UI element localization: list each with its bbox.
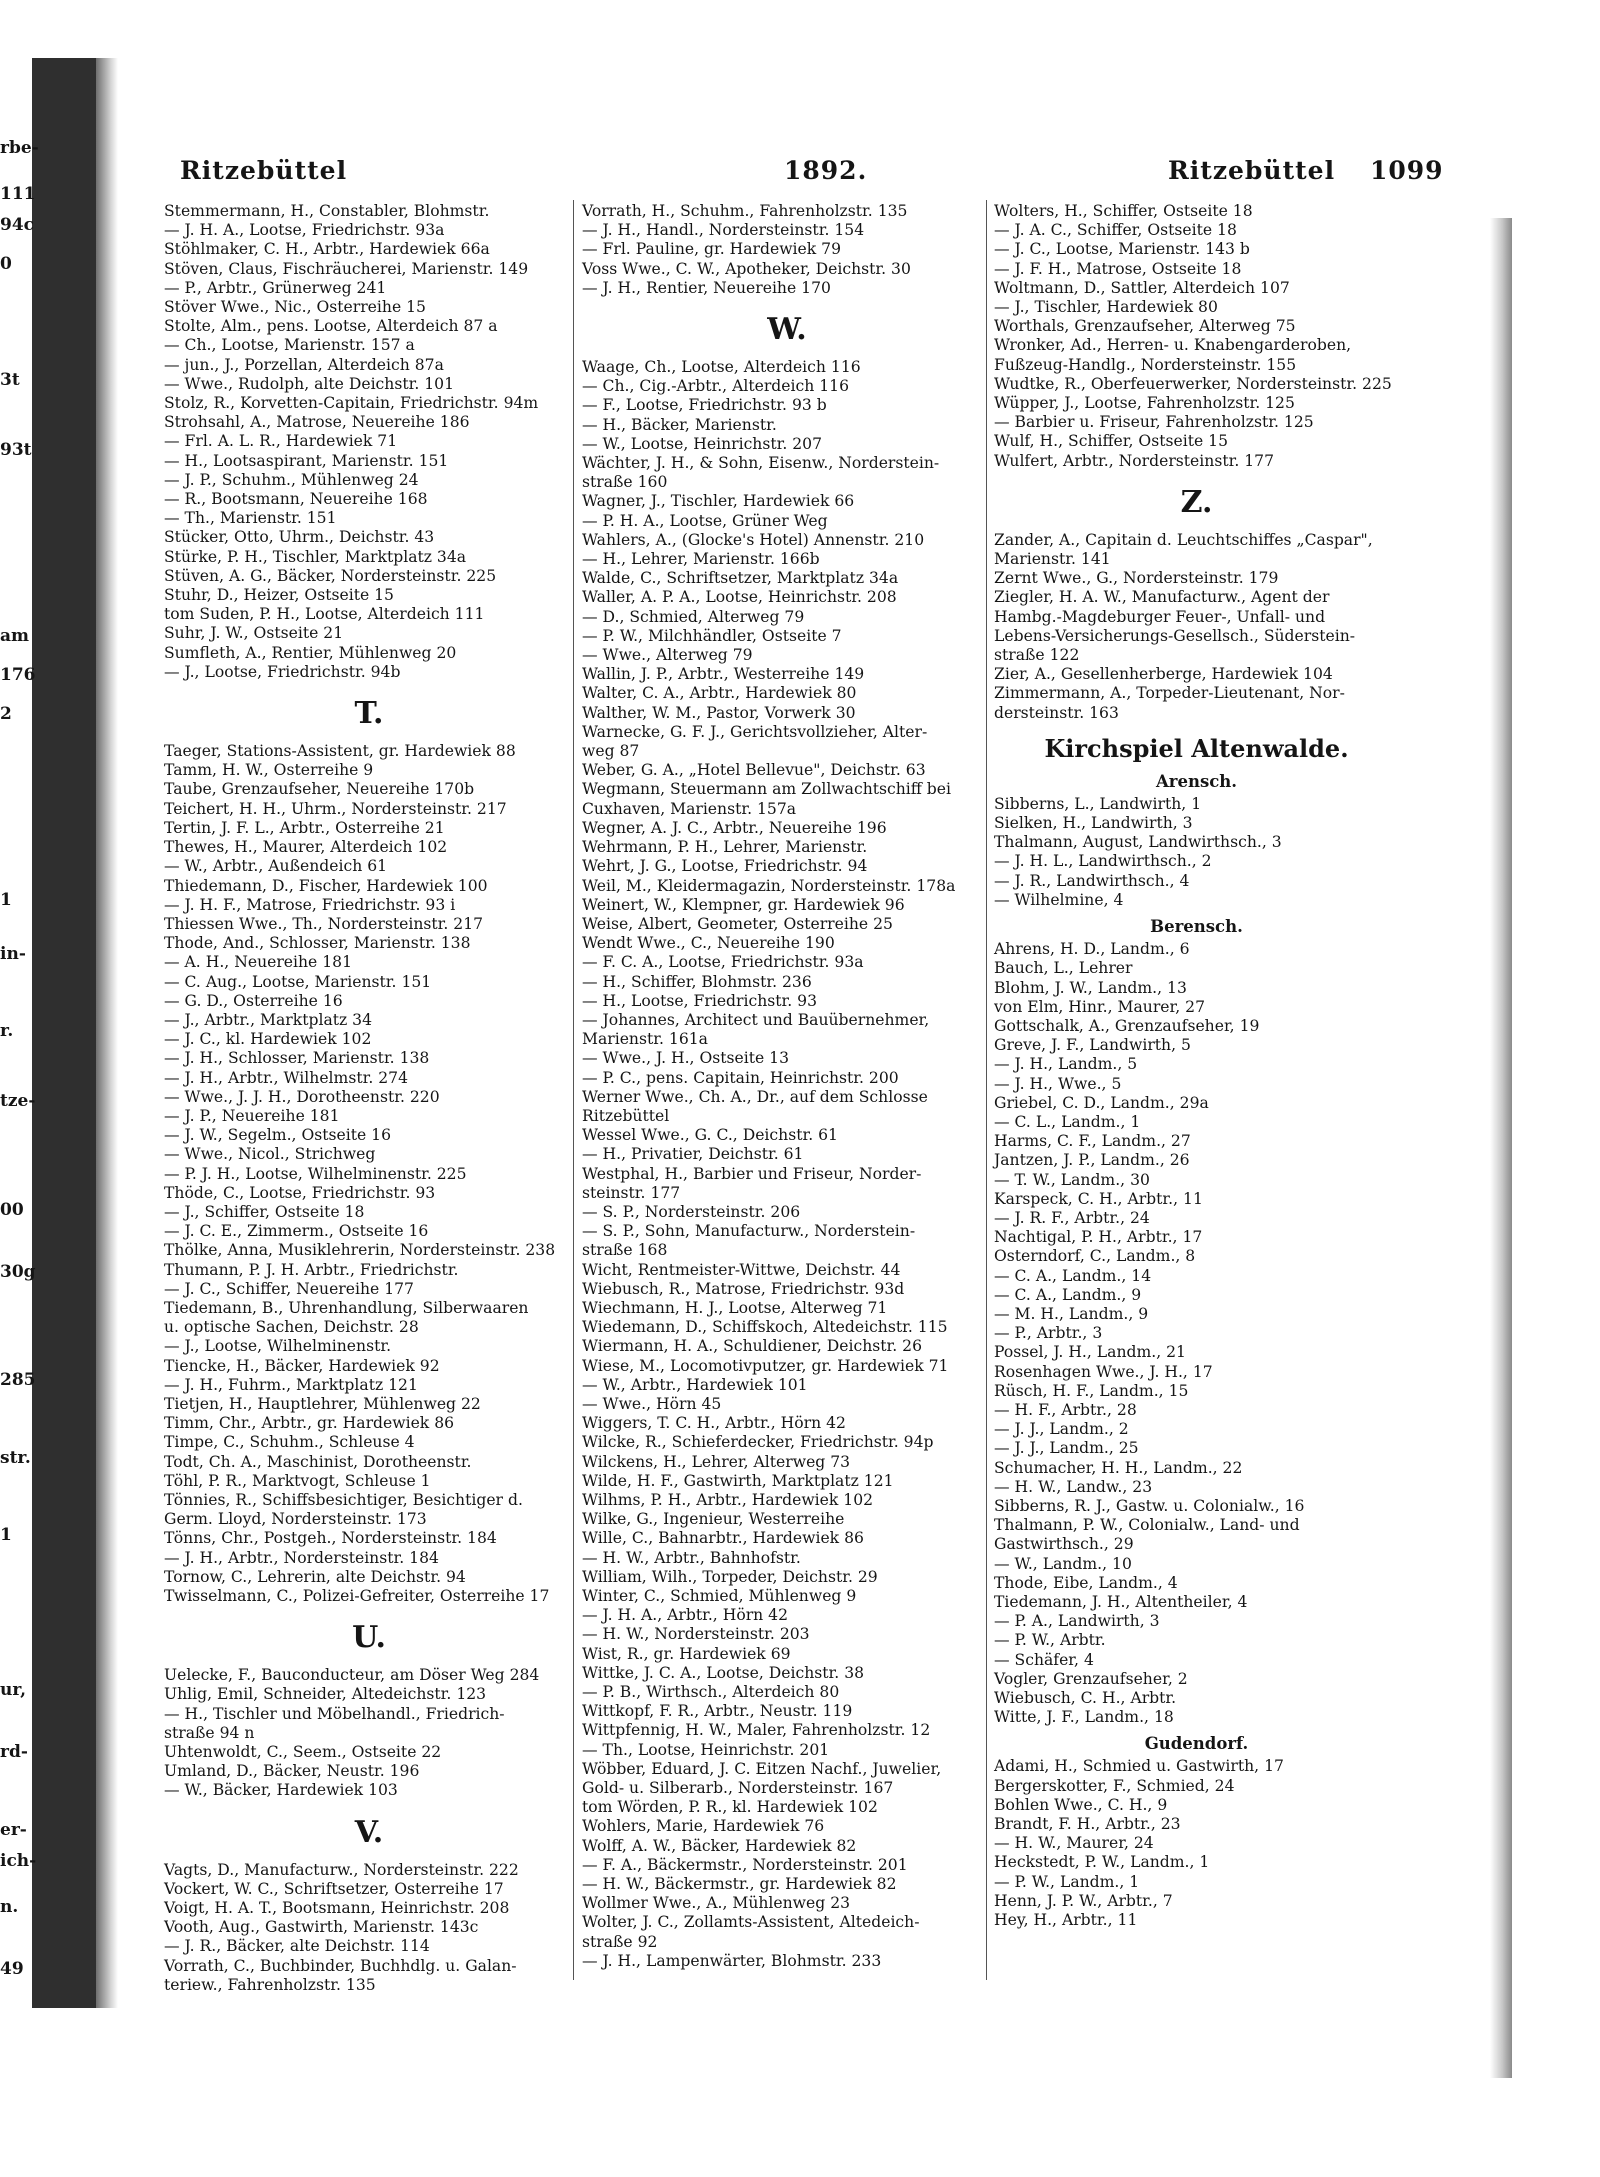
margin-fragment: rd-: [0, 1742, 28, 1762]
directory-entry: Thalmann, August, Landwirthsch., 3: [994, 833, 1282, 852]
directory-entry: — P., Arbtr., Grünerweg 241: [164, 278, 387, 297]
directory-entry: straße 160: [582, 473, 668, 492]
directory-entry: Blohm, J. W., Landm., 13: [994, 978, 1187, 997]
directory-entry: Wronker, Ad., Herren- u. Knabengarderoben,: [994, 336, 1352, 355]
margin-fragment: 93t: [0, 440, 32, 460]
directory-entry: Thode, And., Schlosser, Marienstr. 138: [164, 934, 471, 953]
directory-entry: Tamm, H. W., Osterreihe 9: [164, 761, 374, 780]
directory-entry: — J., Tischler, Hardewiek 80: [994, 298, 1218, 317]
directory-entry: — J. H., Arbtr., Wilhelmstr. 274: [164, 1068, 409, 1087]
directory-entry: Wudtke, R., Oberfeuerwerker, Nordersteinstr. 225: [994, 374, 1392, 393]
year-heading: 1892.: [784, 156, 868, 185]
directory-entry: Possel, J. H., Landm., 21: [994, 1343, 1186, 1362]
directory-entry: — Schäfer, 4: [994, 1650, 1094, 1669]
directory-entry: Tertin, J. F. L., Arbtr., Osterreihe 21: [164, 818, 445, 837]
directory-entry: — J., Lootse, Wilhelminenstr.: [164, 1337, 392, 1356]
directory-entry: teriew., Fahrenholzstr. 135: [164, 1975, 376, 1994]
directory-entry: — Wwe., Nicol., Strichweg: [164, 1145, 376, 1164]
directory-entry: Tiencke, H., Bäcker, Hardewiek 92: [164, 1356, 440, 1375]
directory-entry: — H., Schiffer, Blohmstr. 236: [582, 972, 812, 991]
directory-entry: — P. A., Landwirth, 3: [994, 1612, 1160, 1631]
directory-entry: Woltmann, D., Sattler, Alterdeich 107: [994, 278, 1290, 297]
directory-entry: Wehrt, J. G., Lootse, Friedrichstr. 94: [582, 857, 868, 876]
directory-entry: Thewes, H., Maurer, Alterdeich 102: [164, 838, 448, 857]
directory-entry: Stöver Wwe., Nic., Osterreihe 15: [164, 298, 426, 317]
directory-entry: Hey, H., Arbtr., 11: [994, 1911, 1138, 1930]
directory-entry: Wulf, H., Schiffer, Ostseite 15: [994, 432, 1228, 451]
directory-entry: — H., Tischler und Möbelhandl., Friedrich-: [164, 1704, 505, 1723]
letter-section-heading: T.: [354, 696, 384, 732]
page-number: 1099: [1370, 156, 1444, 185]
directory-entry: — J. H., Landm., 5: [994, 1055, 1138, 1074]
directory-entry: Wallin, J. P., Arbtr., Westerreihe 149: [582, 665, 865, 684]
directory-entry: Umland, D., Bäcker, Neustr. 196: [164, 1762, 420, 1781]
parish-heading: Kirchspiel Altenwalde.: [1044, 733, 1349, 763]
margin-fragment: 285: [0, 1370, 36, 1390]
directory-entry: Nachtigal, P. H., Arbtr., 17: [994, 1228, 1203, 1247]
directory-entry: Timm, Chr., Arbtr., gr. Hardewiek 86: [164, 1414, 455, 1433]
directory-entry: Taeger, Stations-Assistent, gr. Hardewiek 88: [164, 742, 516, 761]
directory-entry: Schumacher, H. H., Landm., 22: [994, 1458, 1243, 1477]
directory-entry: Germ. Lloyd, Nordersteinstr. 173: [164, 1510, 427, 1529]
directory-entry: Worthals, Grenzaufseher, Alterweg 75: [994, 317, 1296, 336]
directory-entry: Thalmann, P. W., Colonialw., Land- und: [994, 1516, 1300, 1535]
directory-entry: Marienstr. 161a: [582, 1030, 708, 1049]
directory-entry: von Elm, Hinr., Maurer, 27: [994, 997, 1205, 1016]
margin-fragment: 111: [0, 184, 36, 205]
directory-entry: — P., Arbtr., 3: [994, 1324, 1103, 1343]
directory-entry: Vorrath, C., Buchbinder, Buchhdlg. u. Galan-: [164, 1956, 517, 1975]
directory-entry: — P. C., pens. Capitain, Heinrichstr. 200: [582, 1068, 899, 1087]
directory-entry: Sumfleth, A., Rentier, Mühlenweg 20: [164, 643, 457, 662]
directory-entry: Wittpfennig, H. W., Maler, Fahrenholzstr. 12: [582, 1721, 931, 1740]
directory-entry: — J. P., Neuereihe 181: [164, 1106, 340, 1125]
directory-entry: — M. H., Landm., 9: [994, 1304, 1149, 1323]
directory-entry: Teichert, H. H., Uhrm., Nordersteinstr. 217: [164, 799, 507, 818]
directory-entry: — Wilhelmine, 4: [994, 890, 1124, 909]
directory-entry: Sielken, H., Landwirth, 3: [994, 814, 1193, 833]
directory-entry: Weil, M., Kleidermagazin, Nordersteinstr. 178a: [582, 876, 956, 895]
page-edge-shadow: [1490, 218, 1512, 2078]
village-subheading: Arensch.: [1155, 771, 1238, 791]
directory-entry: — H., Privatier, Deichstr. 61: [582, 1145, 804, 1164]
directory-entry: Wilke, G., Ingenieur, Westerreihe: [582, 1510, 845, 1529]
directory-entry: — C. A., Landm., 9: [994, 1285, 1142, 1304]
directory-entry: Stemmermann, H., Constabler, Blohmstr.: [164, 202, 490, 220]
directory-entry: Strohsahl, A., Matrose, Neuereihe 186: [164, 413, 470, 432]
directory-entry: dersteinstr. 163: [994, 703, 1119, 722]
directory-entry: Vooth, Aug., Gastwirth, Marienstr. 143c: [164, 1918, 479, 1937]
directory-entry: — F. A., Bäckermstr., Nordersteinstr. 201: [582, 1855, 908, 1874]
directory-entry: Marienstr. 141: [994, 550, 1111, 569]
directory-entry: Wiese, M., Locomotivputzer, gr. Hardewiek 71: [582, 1356, 949, 1375]
directory-entry: — F., Lootse, Friedrichstr. 93 b: [582, 396, 827, 415]
directory-entry: Suhr, J. W., Ostseite 21: [164, 624, 344, 643]
directory-entry: — J., Lootse, Friedrichstr. 94b: [164, 662, 401, 681]
directory-entry: Karspeck, C. H., Arbtr., 11: [994, 1189, 1203, 1208]
directory-entry: Thölke, Anna, Musiklehrerin, Nordersteinstr. 238: [164, 1241, 556, 1260]
directory-entry: — Wwe., Hörn 45: [582, 1394, 722, 1413]
directory-entry: Weinert, W., Klempner, gr. Hardewiek 96: [582, 895, 905, 914]
directory-entry: Wöbber, Eduard, J. C. Eitzen Nachf., Juwelier,: [582, 1759, 942, 1778]
directory-entry: Westphal, H., Barbier und Friseur, Norder-: [582, 1164, 922, 1183]
directory-entry: Walde, C., Schriftsetzer, Marktplatz 34a: [582, 569, 899, 588]
directory-entry: Bergerskotter, F., Schmied, 24: [994, 1776, 1235, 1795]
directory-entry: — Ch., Lootse, Marienstr. 157 a: [164, 336, 415, 355]
directory-entry: — H., Bäcker, Marienstr.: [582, 415, 777, 434]
margin-fragment: 49: [0, 1959, 24, 1979]
directory-entry: Harms, C. F., Landm., 27: [994, 1132, 1191, 1151]
margin-fragment: 1: [0, 889, 12, 910]
directory-entry: Tönnies, R., Schiffsbesichtiger, Besichtiger d.: [164, 1491, 523, 1509]
directory-entry: — P. B., Wirthsch., Alterdeich 80: [582, 1683, 840, 1702]
directory-entry: — Wwe., Alterweg 79: [582, 646, 753, 665]
directory-entry: — R., Bootsmann, Neuereihe 168: [164, 490, 428, 509]
directory-entry: Thumann, P. J. H. Arbtr., Friedrichstr.: [164, 1260, 459, 1279]
directory-entry: Adami, H., Schmied u. Gastwirth, 17: [994, 1757, 1284, 1776]
directory-entry: — Th., Lootse, Heinrichstr. 201: [582, 1740, 830, 1759]
directory-entry: — J. H. A., Lootse, Friedrichstr. 93a: [164, 221, 445, 240]
directory-entry: Wendt Wwe., C., Neuereihe 190: [582, 934, 835, 953]
directory-entry: — J. H., Wwe., 5: [994, 1074, 1122, 1093]
letter-section-heading: U.: [352, 1620, 386, 1656]
directory-entry: — H. F., Arbtr., 28: [994, 1400, 1137, 1419]
village-subheading: Berensch.: [1150, 917, 1243, 937]
directory-entry: Wiebusch, C. H., Arbtr.: [994, 1689, 1177, 1708]
directory-entry: — J. H., Arbtr., Nordersteinstr. 184: [164, 1548, 439, 1567]
directory-entry: — Th., Marienstr. 151: [164, 509, 337, 528]
directory-entry: Uhtenwoldt, C., Seem., Ostseite 22: [164, 1743, 442, 1762]
directory-entry: — J. R., Bäcker, alte Deichstr. 114: [164, 1937, 430, 1956]
directory-entry: Vorrath, H., Schuhm., Fahrenholzstr. 135: [582, 202, 908, 220]
margin-fragment: 30g: [0, 1261, 36, 1282]
margin-fragment: 176: [0, 664, 36, 685]
directory-entry: Stuhr, D., Heizer, Ostseite 15: [164, 586, 394, 605]
letter-section-heading: W.: [767, 312, 807, 348]
directory-entry: Voss Wwe., C. W., Apotheker, Deichstr. 30: [582, 259, 911, 278]
directory-entry: — W., Arbtr., Außendeich 61: [164, 857, 388, 876]
directory-entry: — H. W., Maurer, 24: [994, 1834, 1154, 1853]
page-header: [158, 156, 1538, 192]
directory-entry: Wiebusch, R., Matrose, Friedrichstr. 93d: [582, 1279, 905, 1298]
directory-entry: Wohlers, Marie, Hardewiek 76: [582, 1817, 825, 1836]
directory-entry: Voigt, H. A. T., Bootsmann, Heinrichstr. 208: [164, 1899, 510, 1918]
directory-entry: — Frl. Pauline, gr. Hardewiek 79: [582, 240, 842, 259]
directory-entry: Griebel, C. D., Landm., 29a: [994, 1093, 1209, 1112]
directory-entry: Stolz, R., Korvetten-Capitain, Friedrichstr. 94m: [164, 394, 539, 413]
directory-entry: Gastwirthsch., 29: [994, 1535, 1134, 1554]
directory-entry: Stöhlmaker, C. H., Arbtr., Hardewiek 66a: [164, 240, 490, 259]
directory-entry: Zander, A., Capitain d. Leuchtschiffes „Caspar",: [994, 530, 1373, 549]
directory-entry: — J. H. L., Landwirthsch., 2: [994, 852, 1212, 871]
directory-entry: William, Wilh., Torpeder, Deichstr. 29: [582, 1567, 878, 1586]
letter-section-heading: Z.: [1180, 484, 1213, 520]
directory-entry: tom Suden, P. H., Lootse, Alterdeich 111: [164, 605, 485, 624]
directory-entry: Töhl, P. R., Marktvogt, Schleuse 1: [164, 1471, 431, 1490]
letter-section-heading: V.: [354, 1814, 384, 1850]
directory-entry: Ahrens, H. D., Landm., 6: [994, 940, 1190, 959]
directory-entry: Thiedemann, D., Fischer, Hardewiek 100: [164, 876, 488, 895]
directory-entry: Henn, J. P. W., Arbtr., 7: [994, 1891, 1173, 1910]
directory-entry: Wittke, J. C. A., Lootse, Deichstr. 38: [582, 1663, 865, 1682]
directory-entry: — P. W., Landm., 1: [994, 1872, 1140, 1891]
directory-entry: Wiermann, H. A., Schuldiener, Deichstr. 26: [582, 1337, 923, 1356]
directory-entry: — C. A., Landm., 14: [994, 1266, 1152, 1285]
directory-entry: — J. H., Schlosser, Marienstr. 138: [164, 1049, 430, 1068]
directory-entry: Walther, W. M., Pastor, Vorwerk 30: [582, 703, 856, 722]
scan-binding-edge: [32, 58, 96, 2008]
directory-entry: — H. W., Arbtr., Bahnhofstr.: [582, 1548, 801, 1567]
directory-entry: steinstr. 177: [582, 1183, 681, 1202]
directory-entry: Todt, Ch. A., Maschinist, Dorotheenstr.: [164, 1452, 472, 1471]
directory-entry: Sibberns, L., Landwirth, 1: [994, 794, 1202, 813]
margin-fragment: n.: [0, 1897, 19, 1917]
directory-entry: — Barbier u. Friseur, Fahrenholzstr. 125: [994, 413, 1314, 432]
directory-entry: straße 94 n: [164, 1723, 255, 1742]
directory-entry: — F. C. A., Lootse, Friedrichstr. 93a: [582, 953, 864, 972]
directory-entry: Gold- u. Silberarb., Nordersteinstr. 167: [582, 1779, 894, 1798]
directory-entry: Wessel Wwe., G. C., Deichstr. 61: [582, 1126, 838, 1145]
directory-entry: Rüsch, H. F., Landm., 15: [994, 1381, 1189, 1400]
directory-entry: Witte, J. F., Landm., 18: [994, 1708, 1174, 1727]
directory-entry: Uelecke, F., Bauconducteur, am Döser Weg 284: [164, 1666, 540, 1685]
directory-entry: Wiechmann, H. J., Lootse, Alterweg 71: [582, 1298, 888, 1317]
directory-entry: — J. W., Segelm., Ostseite 16: [164, 1126, 392, 1145]
directory-entry: Vogler, Grenzaufseher, 2: [994, 1669, 1188, 1688]
margin-fragment: 2: [0, 703, 12, 724]
margin-fragment: 00: [0, 1199, 24, 1220]
margin-fragment: ich-: [0, 1850, 37, 1871]
directory-entry: Wolter, J. C., Zollamts-Assistent, Altedeich-: [582, 1913, 920, 1932]
directory-entry: Thode, Eibe, Landm., 4: [994, 1573, 1178, 1592]
directory-entry: Wolff, A. W., Bäcker, Hardewiek 82: [582, 1836, 857, 1855]
directory-entry: Jantzen, J. P., Landm., 26: [994, 1151, 1190, 1170]
directory-entry: Bohlen Wwe., C. H., 9: [994, 1795, 1168, 1814]
directory-entry: — P. H. A., Lootse, Grüner Weg: [582, 511, 828, 530]
margin-fragment: tze-: [0, 1091, 36, 1111]
column-1: [164, 202, 574, 1995]
directory-entry: Wolters, H., Schiffer, Ostseite 18: [994, 202, 1253, 220]
directory-entry: — C. Aug., Lootse, Marienstr. 151: [164, 972, 432, 991]
directory-entry: Bauch, L., Lehrer: [994, 959, 1133, 978]
directory-entry: — P. J. H., Lootse, Wilhelminenstr. 225: [164, 1164, 467, 1183]
directory-entry: — J. J., Landm., 25: [994, 1439, 1139, 1458]
directory-entry: — jun., J., Porzellan, Alterdeich 87a: [164, 355, 444, 374]
directory-entry: Weber, G. A., „Hotel Bellevue", Deichstr. 63: [582, 761, 926, 780]
directory-entry: — H., Lehrer, Marienstr. 166b: [582, 550, 820, 569]
directory-entry: Winter, C., Schmied, Mühlenweg 9: [582, 1587, 857, 1606]
margin-fragment: in-: [0, 943, 26, 964]
directory-entry: Werner Wwe., Ch. A., Dr., auf dem Schlosse: [582, 1087, 928, 1106]
directory-entry: — J. C., Schiffer, Neuereihe 177: [164, 1279, 414, 1298]
directory-entry: — J. P., Schuhm., Mühlenweg 24: [164, 470, 419, 489]
directory-entry: — J. H., Rentier, Neuereihe 170: [582, 278, 831, 297]
directory-entry: Stürke, P. H., Tischler, Marktplatz 34a: [164, 547, 467, 566]
directory-entry: — H. W., Nordersteinstr. 203: [582, 1625, 810, 1644]
directory-entry: Wist, R., gr. Hardewiek 69: [582, 1644, 791, 1663]
directory-entry: Stolte, Alm., pens. Lootse, Alterdeich 87 a: [164, 317, 498, 336]
margin-fragment: am: [0, 626, 30, 646]
directory-entry: — J. H., Lampenwärter, Blohmstr. 233: [582, 1951, 882, 1970]
directory-entry: Wiedemann, D., Schiffskoch, Altedeichstr. 115: [582, 1318, 948, 1337]
directory-entry: Thöde, C., Lootse, Friedrichstr. 93: [164, 1183, 436, 1202]
directory-entry: straße 122: [994, 646, 1080, 665]
directory-entry: Walter, C. A., Arbtr., Hardewiek 80: [582, 684, 857, 703]
margin-fragment: 3t: [0, 370, 20, 391]
directory-entry: — H., Lootse, Friedrichstr. 93: [582, 991, 818, 1010]
margin-fragment: 94c: [0, 215, 35, 236]
directory-entry: — Frl. A. L. R., Hardewiek 71: [164, 432, 398, 451]
directory-entry: Hambg.-Magdeburger Feuer-, Unfall- und: [994, 607, 1326, 626]
margin-fragment: r.: [0, 1021, 14, 1042]
directory-entry: — J. C., Lootse, Marienstr. 143 b: [994, 240, 1250, 259]
directory-entry: Stüven, A. G., Bäcker, Nordersteinstr. 225: [164, 566, 497, 585]
directory-entry: — Johannes, Architect und Bauübernehmer,: [582, 1010, 930, 1029]
directory-entry: Osterndorf, C., Landm., 8: [994, 1247, 1196, 1266]
directory-entry: — J. H., Fuhrm., Marktplatz 121: [164, 1375, 418, 1394]
directory-entry: — J. H. F., Matrose, Friedrichstr. 93 i: [164, 895, 456, 914]
directory-entry: — W., Landm., 10: [994, 1554, 1132, 1573]
directory-entry: Tiedemann, J. H., Altentheiler, 4: [994, 1593, 1248, 1611]
directory-entry: Wüpper, J., Lootse, Fahrenholzstr. 125: [994, 394, 1295, 413]
directory-entry: Zernt Wwe., G., Nordersteinstr. 179: [994, 569, 1279, 588]
directory-entry: — J., Arbtr., Marktplatz 34: [164, 1010, 373, 1029]
column-2: [582, 202, 992, 1971]
directory-entry: Gottschalk, A., Grenzaufseher, 19: [994, 1016, 1260, 1035]
directory-entry: Wilcke, R., Schieferdecker, Friedrichstr. 94p: [582, 1433, 934, 1452]
directory-entry: Sibberns, R. J., Gastw. u. Colonialw., 16: [994, 1496, 1305, 1515]
margin-fragment: rbe-: [0, 137, 39, 158]
directory-entry: — P. W., Milchhändler, Ostseite 7: [582, 626, 842, 645]
directory-entry: Wulfert, Arbtr., Nordersteinstr. 177: [994, 451, 1275, 470]
directory-entry: u. optische Sachen, Deichstr. 28: [164, 1318, 419, 1337]
directory-entry: Tietjen, H., Hauptlehrer, Mühlenweg 22: [164, 1394, 481, 1413]
directory-entry: Wilde, H. F., Gastwirth, Marktplatz 121: [582, 1471, 894, 1490]
directory-entry: Ziegler, H. A. W., Manufacturw., Agent der: [994, 588, 1330, 607]
directory-entry: straße 92: [582, 1932, 658, 1951]
directory-entry: Wicht, Rentmeister-Wittwe, Deichstr. 44: [582, 1260, 901, 1279]
directory-entry: Heckstedt, P. W., Landm., 1: [994, 1853, 1210, 1872]
directory-entry: straße 168: [582, 1241, 668, 1260]
directory-entry: Wehrmann, P. H., Lehrer, Marienstr.: [582, 838, 868, 857]
column-3: [994, 202, 1399, 1930]
directory-entry: Lebens-Versicherungs-Gesellsch., Süderstein-: [994, 626, 1356, 645]
directory-entry: — A. H., Neuereihe 181: [164, 953, 353, 972]
directory-entry: — J. A. C., Schiffer, Ostseite 18: [994, 221, 1237, 240]
directory-entry: — J., Schiffer, Ostseite 18: [164, 1202, 365, 1221]
directory-entry: Greve, J. F., Landwirth, 5: [994, 1036, 1191, 1055]
directory-entry: Tornow, C., Lehrerin, alte Deichstr. 94: [164, 1567, 466, 1586]
previous-page-fragment: [0, 130, 39, 2030]
directory-entry: Waage, Ch., Lootse, Alterdeich 116: [582, 358, 861, 377]
directory-entry: Stücker, Otto, Uhrm., Deichstr. 43: [164, 528, 435, 547]
directory-entry: — H. W., Bäckermstr., gr. Hardewiek 82: [582, 1875, 897, 1894]
directory-entry: Thiessen Wwe., Th., Nordersteinstr. 217: [164, 914, 484, 933]
directory-entry: Wächter, J. H., & Sohn, Eisenw., Norderstein-: [582, 454, 940, 473]
directory-entry: — Wwe., J. H., Ostseite 13: [582, 1049, 790, 1068]
directory-entry: Weise, Albert, Geometer, Osterreihe 25: [582, 914, 893, 933]
margin-fragment: ur,: [0, 1680, 26, 1700]
directory-entry: — T. W., Landm., 30: [994, 1170, 1150, 1189]
directory-entry: — W., Bäcker, Hardewiek 103: [164, 1781, 398, 1800]
directory-entry: Wahlers, A., (Glocke's Hotel) Annenstr. 210: [582, 530, 925, 549]
directory-entry: Wille, C., Bahnarbtr., Hardewiek 86: [582, 1529, 864, 1548]
directory-entry: Tönns, Chr., Postgeh., Nordersteinstr. 184: [164, 1529, 497, 1548]
directory-entry: — J. F. H., Matrose, Ostseite 18: [994, 259, 1242, 278]
directory-entry: Cuxhaven, Marienstr. 157a: [582, 799, 797, 818]
directory-entry: — S. P., Sohn, Manufacturw., Norderstein-: [582, 1222, 916, 1241]
directory-entry: Warnecke, G. F. J., Gerichtsvollzieher, Alter-: [582, 722, 928, 741]
directory-entry: — S. P., Nordersteinstr. 206: [582, 1202, 801, 1221]
directory-entry: Timpe, C., Schuhm., Schleuse 4: [164, 1433, 415, 1452]
directory-entry: Wollmer Wwe., A., Mühlenweg 23: [582, 1894, 851, 1913]
directory-entry: Ritzebüttel: [582, 1106, 670, 1125]
directory-entry: — D., Schmied, Alterweg 79: [582, 607, 805, 626]
directory-entry: — H., Lootsaspirant, Marienstr. 151: [164, 451, 449, 470]
directory-entry: Rosenhagen Wwe., J. H., 17: [994, 1362, 1213, 1381]
directory-entry: — C. L., Landm., 1: [994, 1112, 1141, 1131]
directory-entry: — J. C., kl. Hardewiek 102: [164, 1030, 372, 1049]
directory-entry: — J. J., Landm., 2: [994, 1420, 1129, 1439]
directory-entry: — J. H. A., Arbtr., Hörn 42: [582, 1606, 789, 1625]
directory-entry: Uhlig, Emil, Schneider, Altedeichstr. 123: [164, 1685, 487, 1704]
directory-entry: — W., Arbtr., Hardewiek 101: [582, 1375, 808, 1394]
village-subheading: Gudendorf.: [1144, 1734, 1249, 1754]
running-head-right: Ritzebüttel: [1168, 156, 1336, 185]
directory-entry: Wiggers, T. C. H., Arbtr., Hörn 42: [582, 1414, 846, 1433]
directory-entry: — P. W., Arbtr.: [994, 1631, 1106, 1650]
directory-entry: Wegmann, Steuermann am Zollwachtschiff bei: [582, 780, 952, 799]
directory-entry: Brandt, F. H., Arbtr., 23: [994, 1815, 1181, 1834]
directory-entry: Wilckens, H., Lehrer, Alterweg 73: [582, 1452, 851, 1471]
directory-entry: Taube, Grenzaufseher, Neuereihe 170b: [164, 780, 475, 799]
gutter-shadow: [96, 58, 118, 2008]
directory-entry: Wittkopf, F. R., Arbtr., Neustr. 119: [582, 1702, 853, 1721]
directory-entry: — W., Lootse, Heinrichstr. 207: [582, 434, 823, 453]
margin-fragment: 0: [0, 254, 12, 274]
directory-entry: — Ch., Cig.-Arbtr., Alterdeich 116: [582, 377, 849, 396]
directory-entry: weg 87: [582, 742, 640, 761]
directory-entry: Waller, A. P. A., Lootse, Heinrichstr. 208: [582, 588, 897, 607]
margin-fragment: str.: [0, 1447, 31, 1468]
directory-entry: — J. R., Landwirthsch., 4: [994, 871, 1190, 890]
directory-entry: — Wwe., Rudolph, alte Deichstr. 101: [164, 374, 455, 393]
directory-entry: — J. H., Handl., Nordersteinstr. 154: [582, 221, 865, 240]
directory-entry: Twisselmann, C., Polizei-Gefreiter, Osterreihe 17: [164, 1587, 550, 1606]
directory-entry: tom Wörden, P. R., kl. Hardewiek 102: [582, 1798, 878, 1817]
directory-entry: Zier, A., Gesellenherberge, Hardewiek 104: [994, 665, 1333, 684]
directory-entry: Zimmermann, A., Torpeder-Lieutenant, Nor-: [994, 684, 1345, 703]
directory-entry: Tiedemann, B., Uhrenhandlung, Silberwaaren: [164, 1298, 529, 1317]
margin-fragment: 1: [0, 1525, 12, 1545]
directory-entry: — H. W., Landw., 23: [994, 1477, 1153, 1496]
directory-entry: Vockert, W. C., Schriftsetzer, Osterreihe 17: [164, 1879, 504, 1898]
directory-entry: — J. C. E., Zimmerm., Ostseite 16: [164, 1222, 429, 1241]
directory-entry: Stöven, Claus, Fischräucherei, Marienstr. 149: [164, 259, 529, 278]
margin-fragment: er-: [0, 1819, 27, 1840]
directory-entry: Wagner, J., Tischler, Hardewiek 66: [582, 492, 855, 511]
directory-entry: — G. D., Osterreihe 16: [164, 991, 343, 1010]
directory-entry: — J. R. F., Arbtr., 24: [994, 1208, 1150, 1227]
directory-entry: Wegner, A. J. C., Arbtr., Neuereihe 196: [582, 818, 887, 837]
directory-page: [118, 100, 1518, 2060]
directory-entry: — Wwe., J. J. H., Dorotheenstr. 220: [164, 1087, 440, 1106]
directory-entry: Wilhms, P. H., Arbtr., Hardewiek 102: [582, 1491, 874, 1509]
directory-entry: Fußzeug-Handlg., Nordersteinstr. 155: [994, 355, 1297, 374]
directory-entry: Vagts, D., Manufacturw., Nordersteinstr. 222: [164, 1860, 519, 1879]
running-head-left: Ritzebüttel: [180, 156, 348, 185]
